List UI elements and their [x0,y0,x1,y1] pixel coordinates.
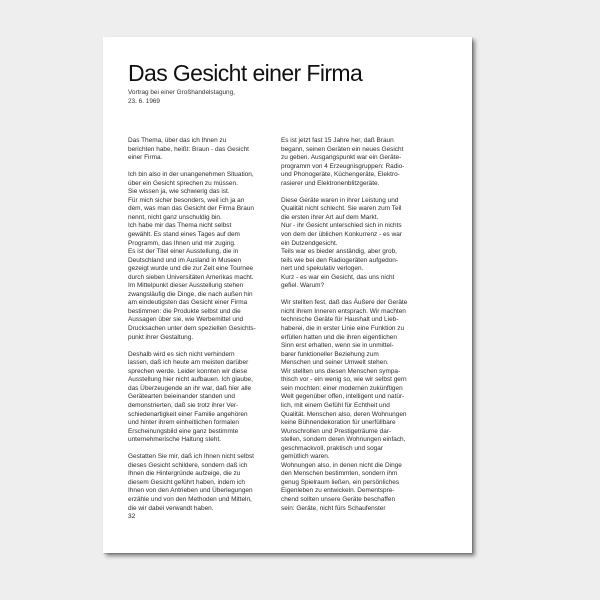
text-line: den Menschen bestimmten, sondern ihm [281,470,398,478]
paragraph [281,137,433,188]
text-line: Sie wissen ja, wie schwierig das ist. [128,188,230,196]
text-line: stellen, sondern deren Wohnungen einfach, [281,436,406,444]
text-line: nennt, nicht ganz unschuldig bin. [128,213,222,221]
text-line: punkt ihrer Gestaltung. [128,333,194,341]
text-line: lich, mit einem Gefühl für Echtheit und [281,401,390,409]
document-page [103,37,472,553]
text-line: Deutschland und im Ausland in Museen [128,256,242,264]
text-line: gezeigt wurde und die zur Zeit eine Tournee [128,265,254,273]
text-line: Wunschrollen und Prestigeträume dar- [281,427,392,435]
text-line: barer funktioneller Beziehung zum [281,350,379,358]
text-line: am eindeutigsten das Gesicht einer Firma [128,299,248,307]
text-line: geschmackvoll, praktisch und sogar [281,444,383,452]
text-line: ein Dutzendgesicht. [281,239,338,247]
text-line: chend sollten unsere Geräte beschaffen [281,495,396,503]
right-column [281,137,433,522]
paragraph [128,137,278,163]
text-line: berichten habe, heißt: Braun - das Gesicht [128,145,249,153]
text-line: Ausstellung hier nicht aufbauen. Ich glaube, [128,376,253,384]
text-line: über ein Gesicht sprechen zu müssen. [128,179,238,187]
text-line: einer Firma. [128,154,163,162]
subtitle-date: 23. 6. 1969 [128,97,160,105]
text-line: Für mich sicher besonders, weil ich ja an [128,196,245,204]
text-line: nert und spekulativ verlogen. [281,265,364,273]
paragraph [128,171,278,342]
text-line: zu geben. Ausgangspunkt war ein Geräte- [281,154,402,162]
text-line: lassen, daß ich heute am meisten darüber [128,359,249,367]
text-line: bestimmen: die Produkte selbst und die [128,307,241,315]
paragraph [281,197,433,291]
text-line: Aussagen über sie, wie Werbemittel und [128,316,244,324]
text-line: Ich habe mir das Thema nicht selbst [128,222,232,230]
text-line: erzähle und von den Methoden und Mitteln, [128,495,252,503]
text-line: die ersten ihrer Art auf dem Markt. [281,213,379,221]
text-line: Gerätearten beieinander standen und [128,393,236,401]
text-line: unternehmerische Haltung steht. [128,436,222,444]
text-line: das Überzeugende an ihr war, daß hier alle [128,384,252,392]
text-line: Deshalb wird es sich nicht verhindern [128,350,235,358]
text-line: keine Bühnendekoration für unerfüllbare [281,419,396,427]
text-line: Wohnungen also, in denen nicht die Dinge [281,461,402,469]
text-line: Ihnen von den Antrieben und Überlegungen [128,487,253,495]
text-line: dieses Gesicht schildere, sondern daß ich [128,461,248,469]
text-line: sein mochten: einer modernen zukünftigen [281,384,403,392]
text-line: die wir dabei verwandt haben. [128,504,214,512]
left-column [128,137,278,522]
text-line: und Phonogeräte, Küchengeräte, Elektro- [281,171,400,179]
text-line: Ihnen die Hintergründe aufzeige, die zu [128,470,241,478]
paragraph [128,453,278,513]
text-line: Welt gegenüber offen, intelligent und natür- [281,393,405,401]
page-number: 32 [128,513,136,520]
text-line: Kurz - es war ein Gesicht, das uns nicht [281,273,395,281]
text-line: und hinter ihrem einheitlichen formalen [128,419,239,427]
text-line: Das Thema, über das ich Ihnen zu [128,137,227,144]
text-line: Drucksachen unter dem speziellen Gesichts- [128,325,256,333]
text-line: zwangsläufig die Dinge, die nach außen hin [128,290,253,298]
text-line: Qualität. Menschen also, deren Wohnungen [281,410,407,418]
text-line: teils wie bei den Radiogeräten aufgedon- [281,256,399,264]
text-line: Nur - ihr Gesicht unterschied sich in nichts [281,222,402,230]
text-line: diesem Gesicht geführt haben, indem ich [128,478,246,486]
text-line: sein: Geräte, nicht fürs Schaufenster [281,504,386,512]
text-line: Diese Geräte waren in ihrer Leistung und [281,196,399,204]
text-line: dem, was man das Gesicht der Firma Braun [128,205,254,213]
subtitle [128,89,235,106]
text-line: erfüllen hatten und die ihren eigentlichen [281,333,397,341]
text-line: Wir stellten fest, daß das Äußere der Geräte [281,299,408,307]
text-line: Programm, das Ihnen und mir zuging. [128,239,236,247]
text-line: schiedenartigkeit einer Familie angehören [128,410,248,418]
text-line: Qualität nicht schlecht. Sie waren zum Teil [281,205,402,213]
text-line: Eigenleben zu entwickeln. Dementspre- [281,487,395,495]
text-line: Erscheinungsbild eine ganz bestimmte [128,427,239,435]
text-line: genug Spielraum ließen, ein persönliches [281,478,400,486]
text-line: gefiel. Warum? [281,282,325,290]
text-line: nicht ihrem Inneren entsprach. Wir machten [281,307,406,315]
text-line: Wir stellten uns diesen Menschen sympa- [281,367,401,375]
text-line: gewählt. Es stand eines Tages auf dem [128,231,240,239]
text-line: haberei, die in erster Linie eine Funktion zu [281,325,405,333]
text-line: Teils war es bieder anständig, aber grob, [281,248,397,256]
text-line: programm von 4 Erzeugnisgruppen: Radio- [281,162,405,170]
text-line: thisch vor - ein wenig so, wie wir selbst gern [281,376,407,384]
text-line: Ich bin also in der unangenehmen Situation, [128,171,254,179]
subtitle-line: Vortrag bei einer Großhandelstagung, [128,89,235,96]
page-title: Das Gesicht einer Firma [128,60,363,86]
text-line: Es ist jetzt fast 15 Jahre her, daß Braun [281,137,394,144]
text-line: rasierer und Elektronenblitzgeräte. [281,179,380,187]
paragraph [128,351,278,445]
text-line: durch sieben Universitäten Amerikas macht. [128,273,254,281]
text-line: begann, seinen Geräten ein neues Gesicht [281,145,404,153]
text-line: sprechen werde. Leider konnten wir diese [128,367,248,375]
text-line: Menschen und seiner Umwelt stehen. [281,359,389,367]
text-line: von dem der üblichen Konkurrenz - es war [281,231,402,239]
text-line: gemütlich waren. [281,453,330,461]
text-line: Es ist der Titel einer Ausstellung, die in [128,248,239,256]
text-line: Sinn erst erhalten, wenn sie in unmittel- [281,342,394,350]
text-line: Gestatten Sie mir, daß ich Ihnen nicht selbst [128,453,254,461]
text-line: technische Geräte für Haushalt und Lieb- [281,316,399,324]
text-line: Im Mittelpunkt dieser Ausstellung stehen [128,282,244,290]
paragraph [281,299,433,513]
text-line: demonstrierten, daß sie trotz ihrer Ver- [128,401,239,409]
